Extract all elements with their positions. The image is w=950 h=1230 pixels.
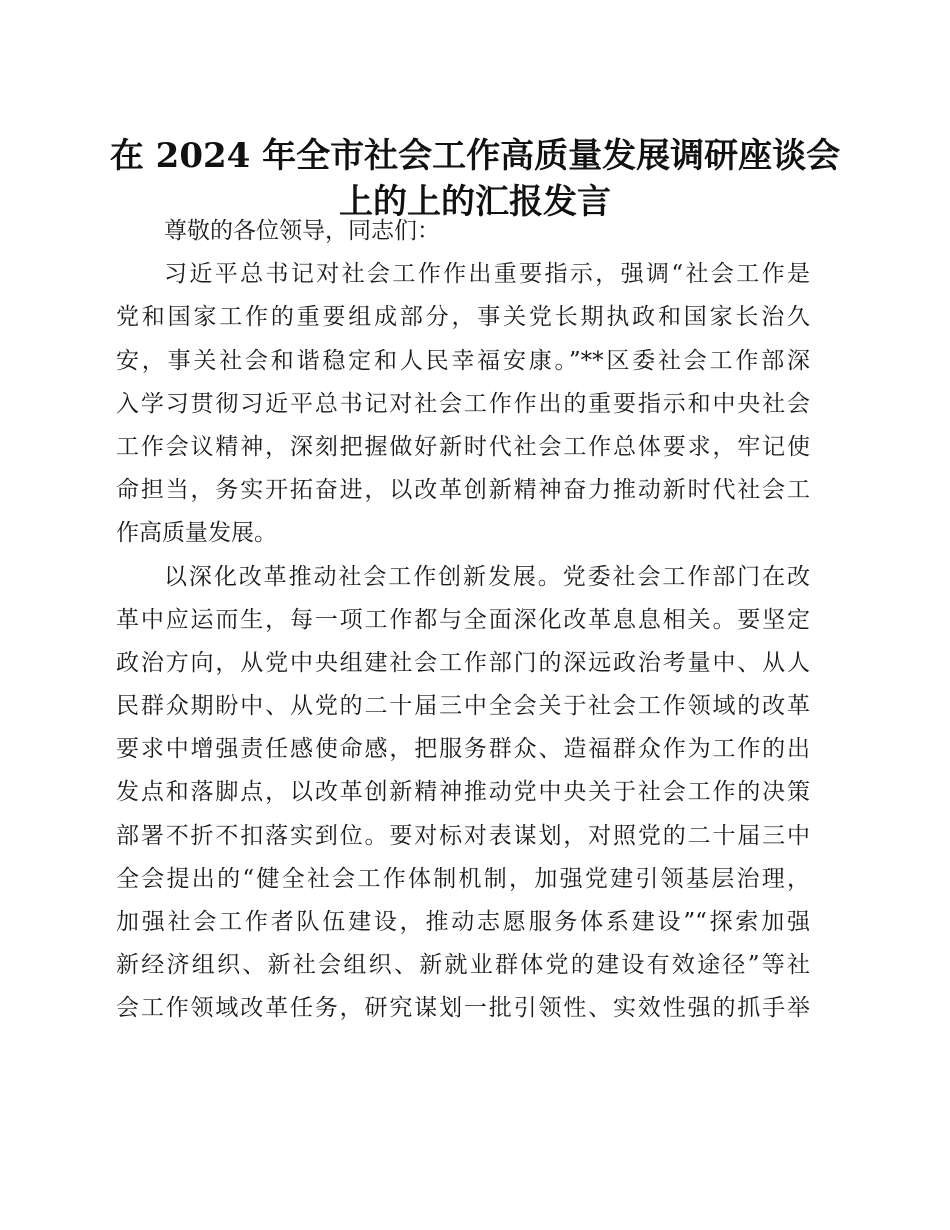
- paragraph-line: 以深化改革推动社会工作创新发展。党委社会工作部门在改: [164, 563, 810, 590]
- paragraph-line: 工作会议精神，深刻把握做好新时代社会工作总体要求，牢记使: [116, 433, 810, 460]
- document-body: [116, 210, 810, 1031]
- paragraph-line: 发点和落脚点，以改革创新精神推动党中央关于社会工作的决策: [116, 779, 810, 806]
- body-paragraph-2: [116, 556, 810, 1031]
- paragraph-line: 加强社会工作者队伍建设，推动志愿服务体系建设”“探索加强: [116, 909, 810, 935]
- paragraph-line: 要求中增强责任感使命感，把服务群众、造福群众作为工作的出: [116, 736, 810, 763]
- paragraph-line: 部署不折不扣落实到位。要对标对表谋划，对照党的二十届三中: [116, 822, 810, 849]
- paragraph-line: 民群众期盼中、从党的二十届三中全会关于社会工作领域的改革: [116, 693, 810, 720]
- greeting-line: 尊敬的各位领导，同志们：: [164, 218, 440, 244]
- title-line: 在 2024 年全市社会工作高质量发展调研座谈会: [109, 136, 841, 176]
- paragraph-line: 全会提出的“健全社会工作体制机制，加强党建引领基层治理，: [116, 865, 810, 892]
- paragraph-line: 会工作领域改革任务，研究谋划一批引领性、实效性强的抓手举: [116, 995, 810, 1022]
- paragraph-line: 新经济组织、新社会组织、新就业群体党的建设有效途径”等社: [116, 952, 810, 979]
- paragraph-line: 作高质量发展。: [116, 520, 277, 547]
- paragraph-line: 命担当，务实开拓奋进，以改革创新精神奋力推动新时代社会工: [116, 477, 810, 504]
- paragraph-line: 习近平总书记对社会工作作出重要指示，强调“社会工作是: [164, 261, 810, 288]
- title-line: 上的上的汇报发言: [339, 182, 611, 222]
- greeting-paragraph: [116, 210, 810, 253]
- paragraph-line: 革中应运而生，每一项工作都与全面深化改革息息相关。要坚定: [116, 606, 810, 633]
- paragraph-line: 政治方向，从党中央组建社会工作部门的深远政治考量中、从人: [116, 649, 810, 676]
- paragraph-line: 入学习贯彻习近平总书记对社会工作作出的重要指示和中央社会: [116, 390, 810, 417]
- paragraph-line: 党和国家工作的重要组成部分，事关党长期执政和国家长治久: [116, 304, 810, 331]
- paragraph-line: 安，事关社会和谐稳定和人民幸福安康。”**区委社会工作部深: [116, 347, 810, 374]
- body-paragraph-1: [116, 253, 810, 555]
